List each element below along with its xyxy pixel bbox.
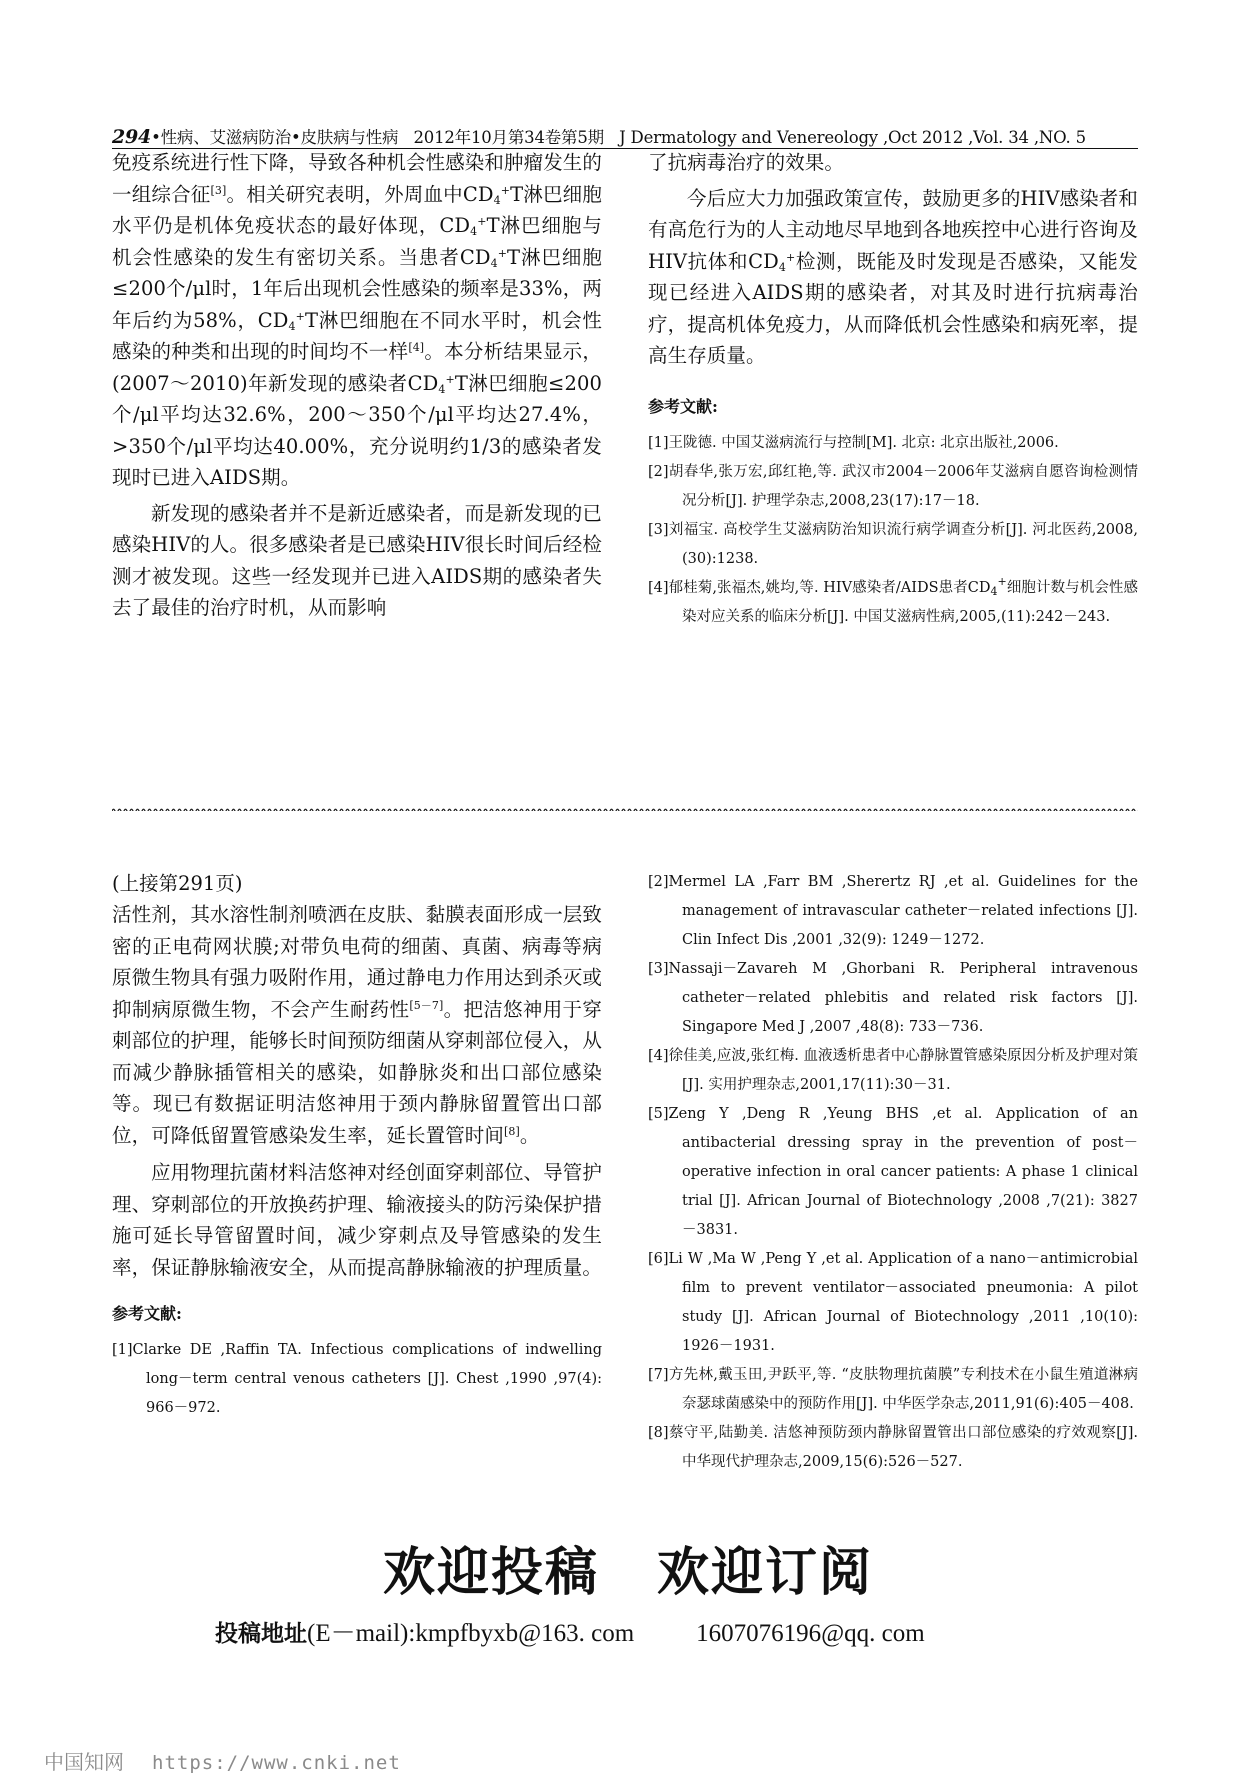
running-header <box>112 124 1138 148</box>
reference-item: [6]Li W ,Ma W ,Peng Y ,et al. Application of a nano－antimicrobial film to prevent ventilator－associated pneumonia: A pilot study [J]. African Journal of Biotechnology ,2011 ,10(10): 1926－1931. <box>648 1251 1138 1354</box>
submission-address <box>215 1613 925 1649</box>
reference-item: [2]胡春华,张万宏,邱红艳,等. 武汉市2004－2006年艾滋病自愿咨询检测情况分析[J]. 护理学杂志,2008,23(17):17－18. <box>648 463 1138 509</box>
welcome-banner <box>0 1530 1256 1605</box>
reference-item: [4]郁桂菊,张福杰,姚均,等. HIV感染者/AIDS患者$CD_4^+$细胞计数与机会性感染对应关系的临床分析[J]. 中国艾滋病性病,2005,(11):242－243. <box>648 574 1138 625</box>
issue-info-cn: 2012年10月第34卷第5期 <box>413 128 604 147</box>
article1-paragraph: 今后应大力加强政策宣传，鼓励更多的HIV感染者和有高危行为的人主动地尽早地到各地疾控中心进行咨询及HIV抗体和$CD_4^+$检测，既能及时发现是否感染，又能发现已经进入AIDS期的感染者，对其及时进行抗病毒治疗，提高机体免疫力，从而降低机会性感染和病死率，提高生存质量。 <box>648 186 1139 367</box>
article2-right-column <box>648 868 1138 1477</box>
references-list <box>112 1336 602 1423</box>
continued-from-note: (上接第291页) <box>112 872 243 895</box>
email-primary: kmpfbyxb@163. com <box>415 1620 635 1647</box>
references-title: 参考文献: <box>112 1304 182 1323</box>
article2-paragraph: 活性剂，其水溶性制剂喷洒在皮肤、黏膜表面形成一层致密的正电荷网状膜;对带负电荷的细菌、真菌、病毒等病原微生物具有强力吸附作用，通过静电力作用达到杀灭或抑制病原微生物，不会产生耐药性[5－7]。把洁悠神用于穿刺部位的护理，能够长时间预防细菌从穿刺部位侵入，从而减少静脉插管相关的感染，如静脉炎和出口部位感染等。现已有数据证明洁悠神用于颈内静脉留置管出口部位，可降低留置管感染发生率，延长置管时间[8]。 <box>112 903 603 1147</box>
cnki-watermark <box>44 1746 401 1775</box>
page-number: 294 <box>112 126 152 148</box>
reference-item: [2]Mermel LA ,Farr BM ,Sherertz RJ ,et al. Guidelines for the management of intravascular catheter－related infections [J]. Clin Infect Dis ,2001 ,32(9): 1249－1272. <box>648 874 1138 948</box>
section-divider <box>112 801 1138 811</box>
reference-item: [1]王陇德. 中国艾滋病流行与控制[M]. 北京: 北京出版社,2006. <box>648 434 1059 451</box>
reference-item: [3]Nassaji－Zavareh M ,Ghorbani R. Peripheral intravenous catheter－related phlebitis and related risk factors [J]. Singapore Med J ,2007 ,48(8): 733－736. <box>648 961 1138 1035</box>
email-label: (E－mail): <box>307 1620 416 1647</box>
submission-label: 投稿地址 <box>215 1621 307 1647</box>
journal-name-cn: •性病、艾滋病防治•皮肤病与性病 <box>151 128 399 147</box>
reference-item: [3]刘福宝. 高校学生艾滋病防治知识流行病学调查分析[J]. 河北医药,2008,(30):1238. <box>648 521 1138 567</box>
article1-paragraph: 免疫系统进行性下降，导致各种机会性感染和肿瘤发生的一组综合征[3]。相关研究表明，外周血中$CD_4^+T$淋巴细胞水平仍是机体免疫状态的最好体现，$CD_4^+T$淋巴细胞与机会性感染的发生有密切关系。当患者$CD_4^+T$淋巴细胞≤200个/μl时，1年后出现机会性感染的频率是33%，两年后约为58%，$CD_4^+T$淋巴细胞在不同水平时，机会性感染的种类和出现的时间均不一样[4]。本分析结果显示，(2007～2010)年新发现的感染者$CD_4^+T$淋巴细胞≤200个/μl平均达32.6%，200～350个/μl平均达27.4%，>350个/μl平均达40.00%，充分说明约1/3的感染者发现时已进入AIDS期。 <box>112 151 603 489</box>
welcome-subscription: 欢迎订阅 <box>657 1542 874 1603</box>
reference-item: [4]徐佳美,应波,张红梅. 血液透析患者中心静脉置管感染原因分析及护理对策[J]. 实用护理杂志,2001,17(11):30－31. <box>648 1048 1138 1093</box>
wavy-divider-line <box>112 806 1138 811</box>
reference-item: [8]蔡守平,陆勤美. 洁悠神预防颈内静脉留置管出口部位感染的疗效观察[J]. 中华现代护理杂志,2009,15(6):526－527. <box>648 1425 1138 1470</box>
email-secondary: 1607076196@qq. com <box>696 1620 925 1647</box>
article2-paragraph: 应用物理抗菌材料洁悠神对经创面穿刺部位、导管护理、穿刺部位的开放换药护理、输液接头的防污染保护措施可延长导管留置时间，减少穿刺点及导管感染的发生率，保证静脉输液安全，从而提高静脉输液的护理质量。 <box>112 1161 603 1279</box>
reference-item: [7]方先林,戴玉田,尹跃平,等. “皮肤物理抗菌膜”专利技术在小鼠生殖道淋病奈瑟球菌感染中的预防作用[J]. 中华医学杂志,2011,91(6):405－408. <box>648 1367 1138 1412</box>
welcome-submission: 欢迎投稿 <box>382 1542 599 1603</box>
watermark-url: https://www.cnki.net <box>152 1752 401 1774</box>
article1-paragraph: 新发现的感染者并不是新近感染者，而是新发现的已感染HIV的人。很多感染者是已感染HIV很长时间后经检测才被发现。这些一经发现并已进入AIDS期的感染者失去了最佳的治疗时机，从而影响 <box>112 501 602 619</box>
reference-item: [5]Zeng Y ,Deng R ,Yeung BHS ,et al. Application of an antibacterial dressing spray in the prevention of post－operative infection in oral cancer patients: A phase 1 clinical trial [J]. African Journal of Biotechnology ,2008 ,7(21): 3827－3831. <box>648 1106 1138 1238</box>
article1-right-column <box>648 147 1138 632</box>
reference-item: [1]Clarke DE ,Raffin TA. Infectious complications of indwelling long－term central venous catheters [J]. Chest ,1990 ,97(4): 966－972. <box>112 1342 602 1416</box>
watermark-site: 中国知网 <box>44 1750 124 1774</box>
references-list <box>648 429 1138 632</box>
references-title: 参考文献: <box>648 396 718 416</box>
article1-left-column <box>112 147 602 624</box>
article2-left-column <box>112 868 602 1423</box>
article1-paragraph: 了抗病毒治疗的效果。 <box>648 151 845 174</box>
journal-name-en: J Dermatology and Venereology ,Oct 2012 ,Vol. 34 ,NO. 5 <box>619 128 1086 147</box>
